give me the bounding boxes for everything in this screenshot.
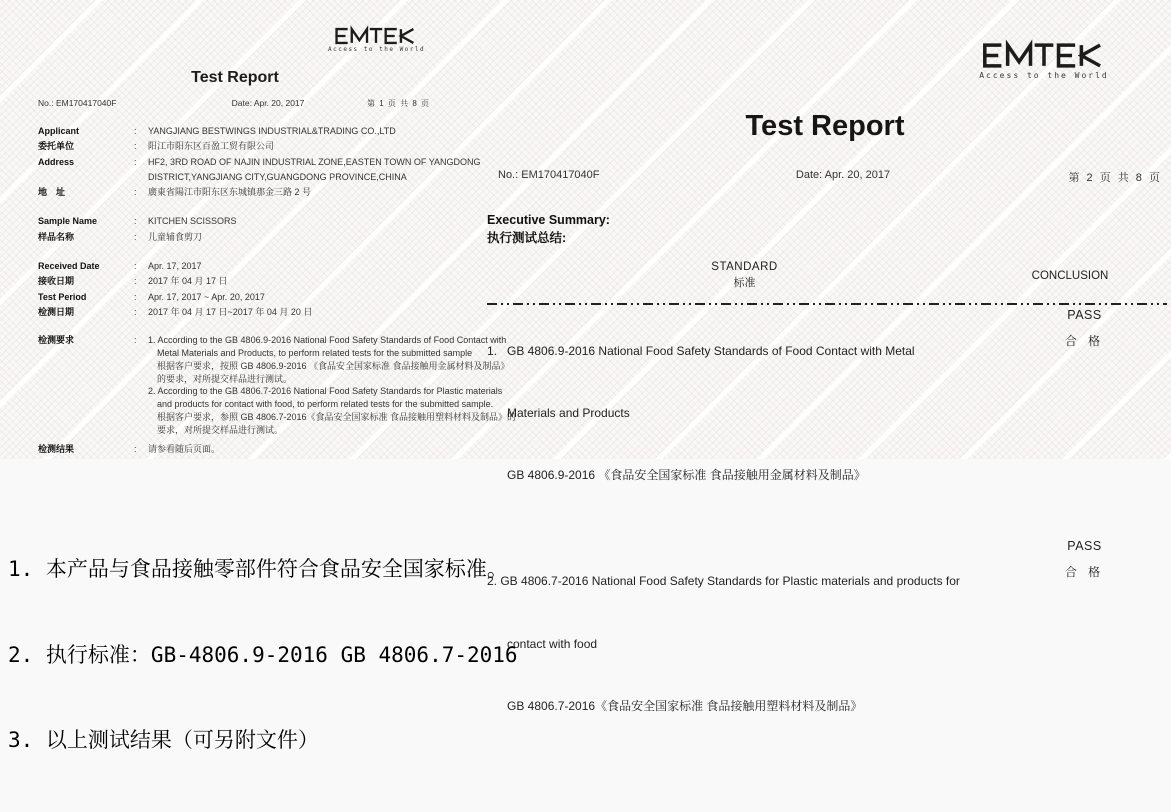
page1-date: Date: Apr. 20, 2017	[231, 98, 305, 108]
executive-summary-en: Executive Summary:	[487, 213, 610, 227]
page1-meta-row	[38, 98, 430, 109]
field-row-test-requirement: 检测要求 : 1. According to the GB 4806.9-2016 National Food Safety Standards of Food Contact with	[38, 335, 507, 346]
page1-title: Test Report	[191, 69, 279, 86]
standard-cell: 1. GB 4806.9-2016 National Food Safety Standards of Food Contact with Metal Materials and Products GB 4806.9-2016 《食品安全国家标准 食品接触用金属材料及制品》	[487, 343, 915, 483]
page1-report-number: No.: EM170417040F	[38, 98, 117, 108]
executive-summary-zh: 执行测试总结:	[487, 231, 567, 245]
page2-meta-row	[498, 169, 1162, 185]
field-row-received-date: Received Date : Apr. 17, 2017	[38, 261, 202, 272]
field-row-received-date-zh: 接收日期 : 2017 年 04 月 17 日	[38, 276, 228, 287]
table-header-conclusion: CONCLUSION	[1031, 270, 1109, 282]
emtek-logo-icon	[330, 27, 422, 45]
conclusion-cell	[1002, 530, 1167, 759]
note-line: 3. 以上测试结果（可另附文件）	[8, 728, 319, 752]
field-row-address-cont: DISTRICT,YANGJIANG CITY,GUANGDONG PROVINCE,CHINA	[148, 171, 407, 182]
field-row-address-zh: 地 址 : 廣東省陽江市阳东区东城镇那金三路 2 号	[38, 187, 312, 198]
standards-table-body	[487, 299, 1167, 761]
page2-page-indicator: 第 2 页 共 8 页	[1068, 172, 1162, 184]
field-row-requirement-line: 2. According to the GB 4806.7-2016 National Food Safety Standards for Plastic materials	[148, 386, 503, 397]
emtek-logo	[328, 27, 424, 53]
page1-page-indicator: 第 1 页 共 8 页	[366, 99, 430, 108]
field-row-test-period: Test Period : Apr. 17, 2017 ~ Apr. 20, 2017	[38, 291, 265, 302]
page1-fields	[38, 124, 517, 455]
page2-date: Date: Apr. 20, 2017	[795, 169, 891, 181]
pass-status: PASS	[1067, 538, 1102, 553]
page2-report-number: No.: EM170417040F	[498, 169, 600, 181]
table-row	[487, 299, 1167, 528]
field-row-address: Address : HF2, 3RD ROAD OF NAJIN INDUSTRIAL ZONE,EASTEN TOWN OF YANGDONG	[38, 156, 481, 167]
executive-summary-heading	[487, 211, 610, 247]
field-row-requirement-line: 的要求，对所提交样品进行测试。	[157, 373, 293, 384]
dash-dot-divider	[487, 293, 1167, 297]
conclusion-cell	[1002, 299, 1167, 528]
table-header-standard: STANDARD 标准	[711, 261, 778, 289]
field-row-sample-name-zh: 样品名称 : 儿童辅食剪刀	[38, 231, 203, 242]
pass-status: PASS	[1067, 308, 1102, 322]
field-row-test-period-zh: 检测日期 : 2017 年 04 月 17 日~2017 年 04 月 20 日	[38, 306, 313, 317]
logo-tagline: Access to the World	[979, 71, 1109, 80]
page2-title: Test Report	[745, 110, 905, 142]
emtek-logo-icon	[980, 42, 1108, 69]
field-row-requirement-line: and products for contact with food, to perform related tests for the submitted sample.	[157, 399, 494, 410]
pass-status-zh: 合 格	[1064, 334, 1105, 348]
field-row-test-result: 检测结果 : 请参看随后页面。	[38, 443, 221, 454]
field-row-requirement-line: 要求，对所提交样品进行测试。	[157, 424, 284, 435]
pass-status-zh: 合 格	[1064, 564, 1105, 579]
field-row-sample-name: Sample Name : KITCHEN SCISSORS	[38, 216, 237, 227]
table-row	[487, 530, 1167, 759]
field-row-applicant-zh: 委托单位 : 阳江市阳东区百盈工贸有限公司	[38, 141, 275, 152]
note-line: 1. 本产品与食品接触零部件符合食品安全国家标准。	[8, 557, 508, 581]
emtek-logo	[978, 42, 1110, 80]
standard-cell: 2. GB 4806.7-2016 National Food Safety Standards for Plastic materials and products for contact with food GB 4806.7-2016《食品安全国家标准 食品接触用塑料材料及制品》	[487, 574, 960, 714]
summary-notes	[8, 498, 518, 812]
field-row-requirement-line: 根据客户要求，参照 GB 4806.7-2016《食品安全国家标准 食品接触用塑料材料及制品》的	[157, 412, 517, 423]
note-line: 2. 执行标准：GB-4806.9-2016 GB 4806.7-2016	[8, 642, 518, 667]
field-row-requirement-line: 根据客户要求，按照 GB 4806.9-2016 《食品安全国家标准 食品接触用金属材料及制品》	[157, 360, 510, 371]
logo-tagline: Access to the World	[328, 46, 426, 53]
field-row-requirement-line: Metal Materials and Products, to perform related tests for the submitted sample	[157, 348, 473, 359]
field-row-applicant: Applicant : YANGJIANG BESTWINGS INDUSTRIAL&TRADING CO.,LTD	[38, 126, 396, 136]
